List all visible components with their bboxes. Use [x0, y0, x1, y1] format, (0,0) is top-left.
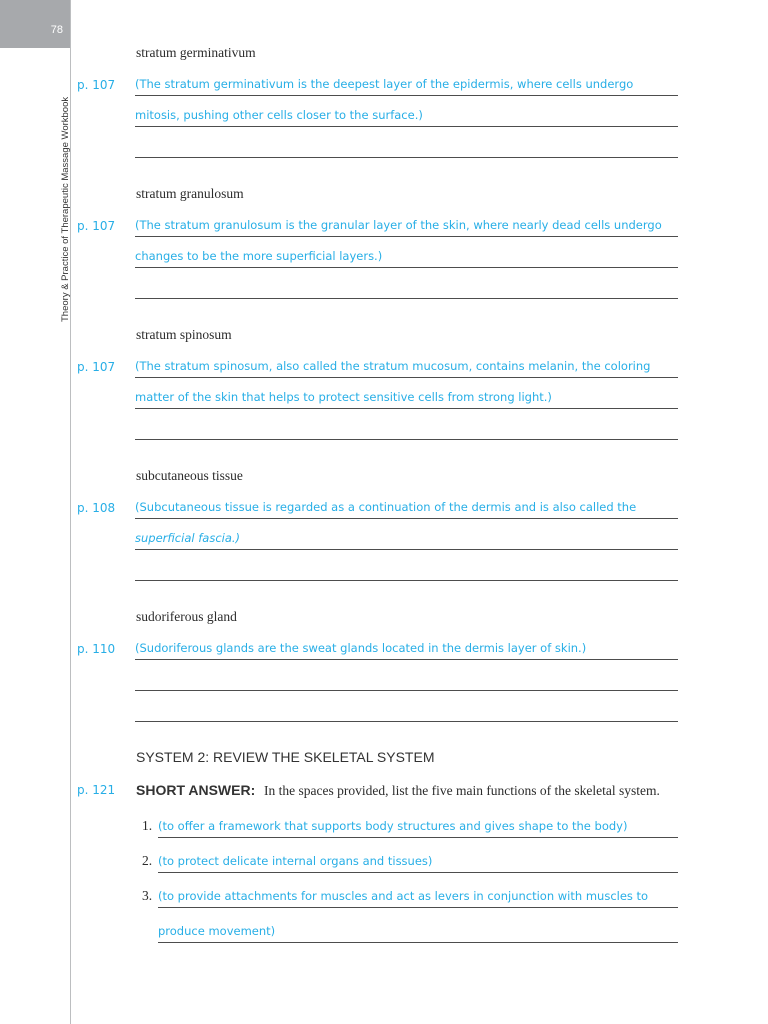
answer-line: (Sudoriferous glands are the sweat glands located in the dermis layer of skin.) — [135, 633, 678, 660]
page-reference: p. 108 — [77, 501, 116, 515]
page-number-tab — [0, 0, 70, 48]
answer-line: (The stratum spinosum, also called the stratum mucosum, contains melanin, the coloring — [135, 351, 678, 378]
page-reference: p. 107 — [77, 360, 116, 374]
page-number: 78 — [50, 24, 63, 36]
answer-line — [135, 554, 678, 581]
item-number: 2. — [142, 853, 153, 868]
answer-line: (The stratum germinativum is the deepest layer of the epidermis, where cells undergo — [135, 69, 678, 96]
answer-line — [135, 413, 678, 440]
answer-line: changes to be the more superficial layers.) — [135, 241, 678, 268]
running-title: Theory & Practice of Therapeutic Massage Workbook — [60, 96, 71, 322]
term-label: stratum spinosum — [136, 327, 232, 342]
short-answer-label: SHORT ANSWER: — [136, 782, 256, 798]
term-label: stratum germinativum — [136, 45, 256, 60]
answer-line: (to protect delicate internal organs and tissues) — [158, 846, 678, 873]
answer-line — [135, 695, 678, 722]
term-label: subcutaneous tissue — [136, 468, 243, 483]
answer-line: mitosis, pushing other cells closer to the surface.) — [135, 100, 678, 127]
item-number: 3. — [142, 888, 153, 903]
answer-line: produce movement) — [158, 916, 678, 943]
term-label: sudoriferous gland — [136, 609, 237, 624]
page-reference: p. 107 — [77, 78, 116, 92]
answer-line: superficial fascia.) — [135, 523, 678, 550]
answer-line: (The stratum granulosum is the granular layer of the skin, where nearly dead cells undergo — [135, 210, 678, 237]
answer-line: (to offer a framework that supports body structures and gives shape to the body) — [158, 811, 678, 838]
answer-line — [135, 272, 678, 299]
answer-line: (to provide attachments for muscles and act as levers in conjunction with muscles to — [158, 881, 678, 908]
page-reference: p. 121 — [77, 783, 116, 797]
item-number: 1. — [142, 818, 153, 833]
section-heading: SYSTEM 2: REVIEW THE SKELETAL SYSTEM — [136, 749, 435, 765]
answer-line: matter of the skin that helps to protect sensitive cells from strong light.) — [135, 382, 678, 409]
page-reference: p. 110 — [77, 642, 116, 656]
answer-line: (Subcutaneous tissue is regarded as a continuation of the dermis and is also called the — [135, 492, 678, 519]
term-label: stratum granulosum — [136, 186, 244, 201]
answer-line — [135, 664, 678, 691]
instructions-text: In the spaces provided, list the five main functions of the skeletal system. — [264, 783, 660, 798]
page-reference: p. 107 — [77, 219, 116, 233]
answer-line — [135, 131, 678, 158]
